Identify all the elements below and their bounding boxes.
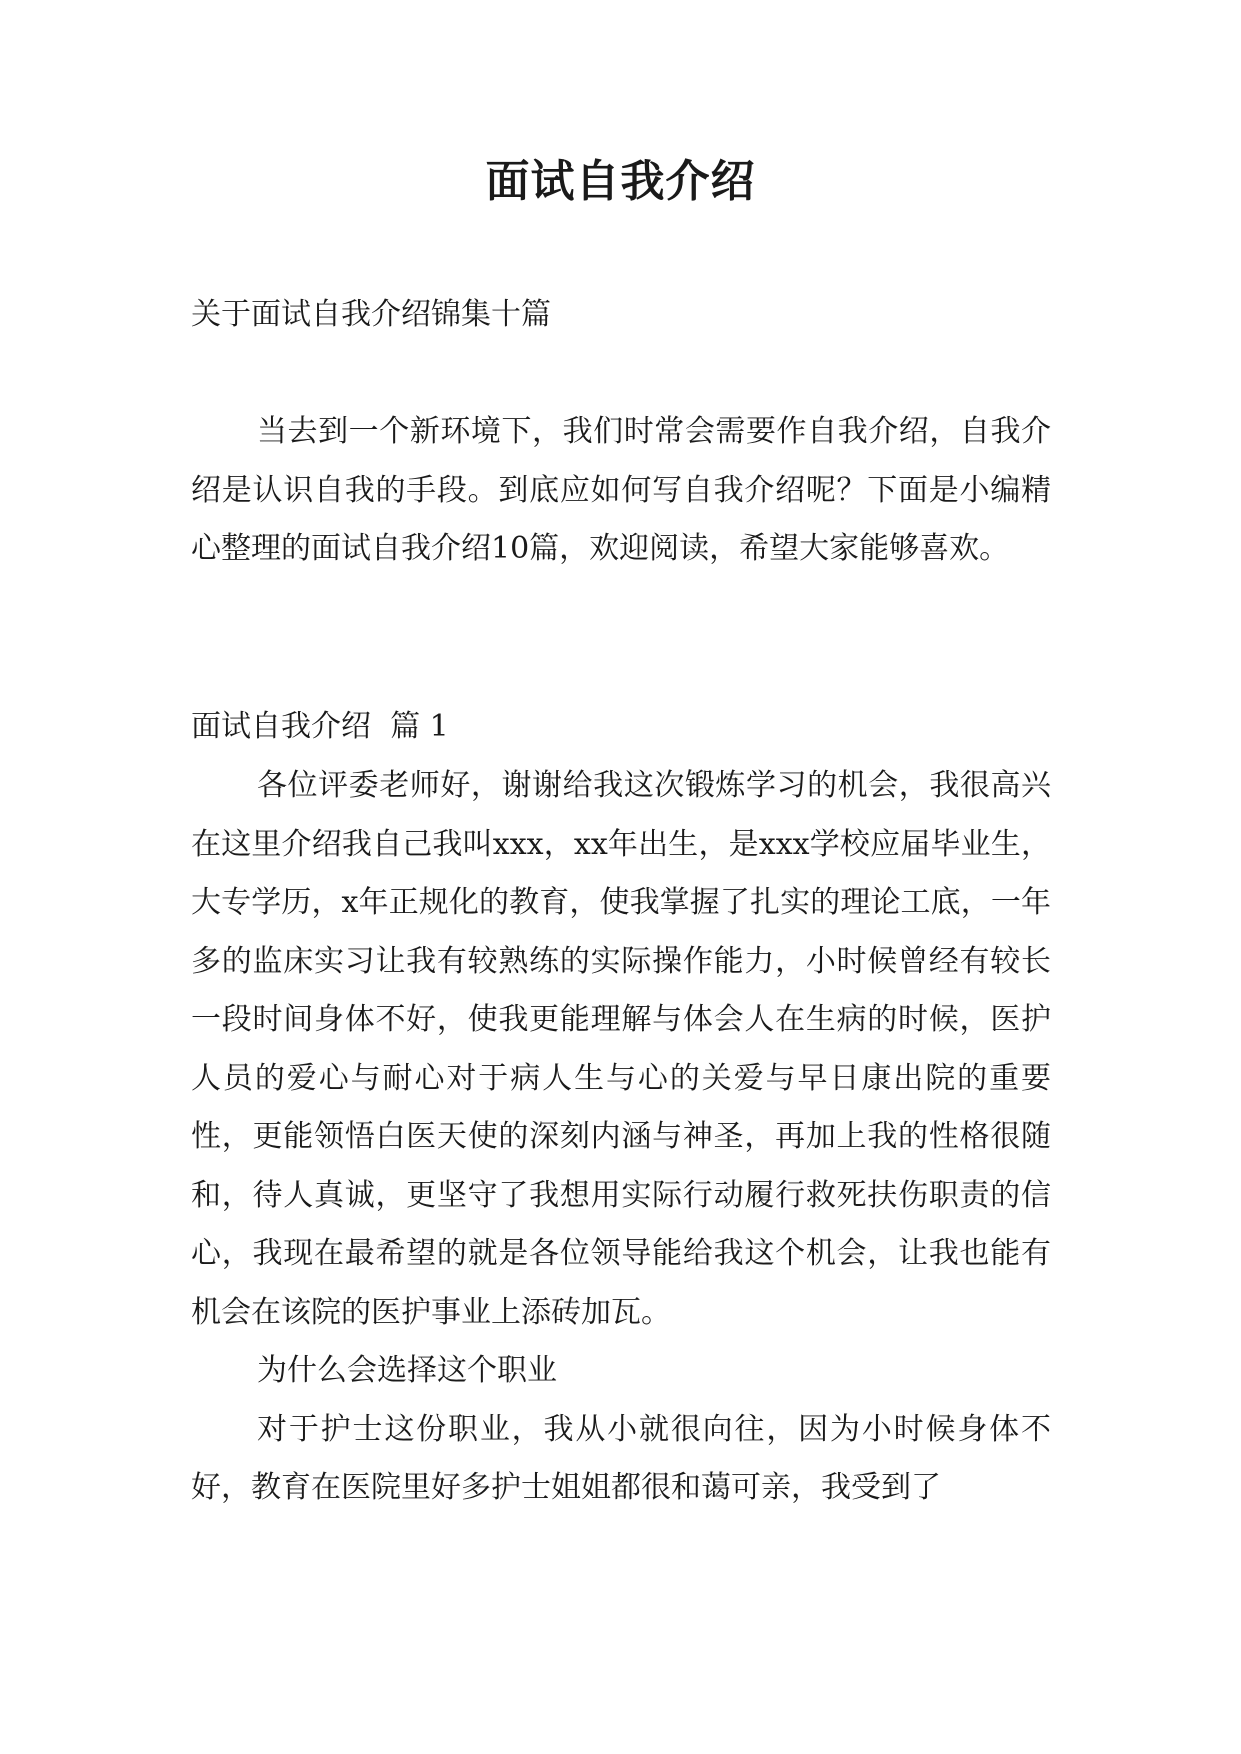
intro-paragraph: 当去到一个新环境下，我们时常会需要作自我介绍，自我介绍是认识自我的手段。到底应如何写自我介绍呢？下面是小编精心整理的面试自我介绍10篇，欢迎阅读，希望大家能够喜欢。 xyxy=(191,414,1051,566)
body-subheading: 为什么会选择这个职业 xyxy=(257,1353,557,1388)
section-heading: 面试自我介绍 篇 1 xyxy=(191,709,449,744)
body-paragraph: 对于护士这份职业，我从小就很向往，因为小时候身体不好，教育在医院里好多护士姐姐都很和蔼可亲，我受到了 xyxy=(191,1411,1051,1505)
body-paragraph: 各位评委老师好，谢谢给我这次锻炼学习的机会，我很高兴在这里介绍我自己我叫xxx，xx年出生，是xxx学校应届毕业生，大专学历，x年正规化的教育，使我掌握了扎实的理论工底，一年多的监床实习让我有较熟练的实际操作能力，小时候曾经有较长一段时间身体不好，使我更能理解与体会人在生病的时候，医护人员的爱心与耐心对于病人生与心的关爱与早日康出院的重要性，更能领悟白医天使的深刻内涵与神圣，再加上我的性格很随和，待人真诚，更坚守了我想用实际行动履行救死扶伤职责的信心，我现在最希望的就是各位领导能给我这个机会，让我也能有机会在该院的医护事业上添砖加瓦。 xyxy=(191,768,1051,1330)
document-subtitle: 关于面试自我介绍锦集十篇 xyxy=(191,297,551,332)
section-body xyxy=(191,757,1051,1518)
document-title: 面试自我介绍 xyxy=(485,156,756,207)
